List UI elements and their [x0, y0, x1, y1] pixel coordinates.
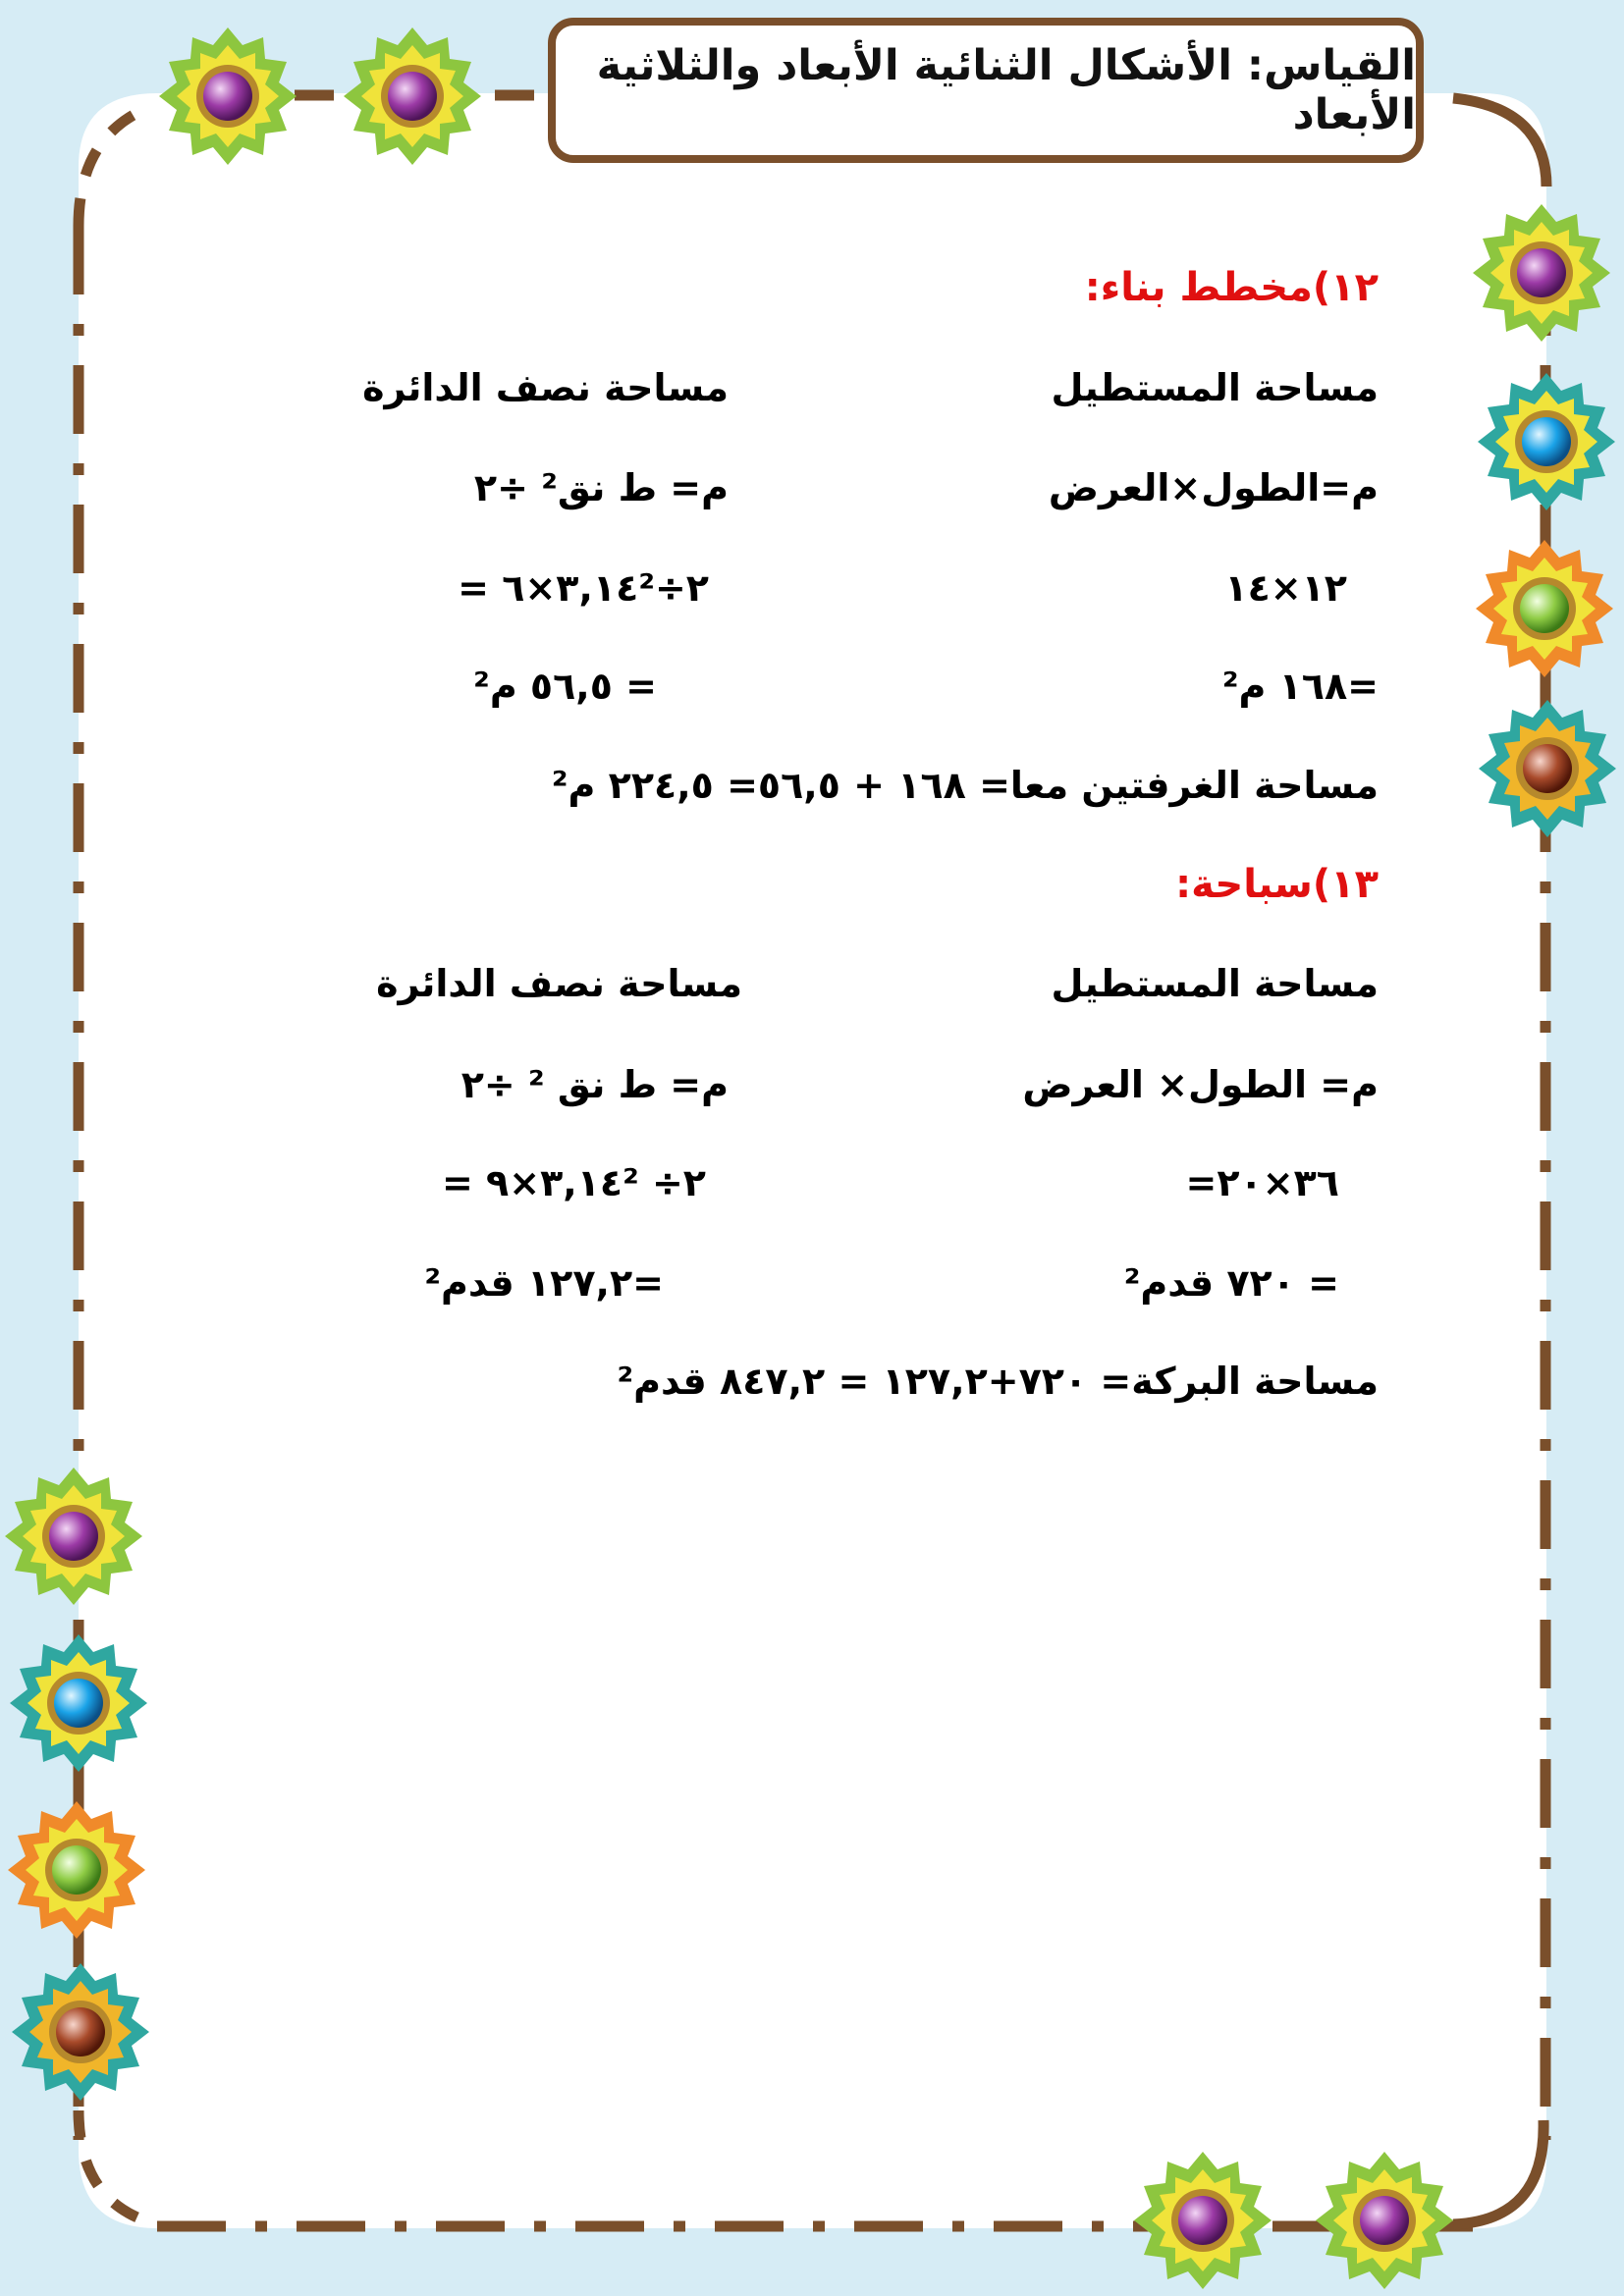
- title-box: [548, 18, 1424, 163]
- s12-rect-title: مساحة المستطيل: [1051, 366, 1379, 409]
- s13-rect-title: مساحة المستطيل: [1051, 962, 1379, 1005]
- s12-total: مساحة الغرفتين معا= ١٦٨ + ٥٦,٥= ٢٢٤,٥ م²: [551, 764, 1379, 807]
- s13-rect-result: = ٧٢٠ قدم²: [1123, 1261, 1339, 1305]
- s12-semi-title: مساحة نصف الدائرة: [362, 366, 729, 409]
- s13-semi-formula: م= ط نق ² ÷٢: [460, 1063, 729, 1106]
- s13-rect-sub: =٣٦×٢٠: [1185, 1161, 1339, 1204]
- page-title: القياس: الأشكال الثنائية الأبعاد والثلاثية الأبعاد: [596, 41, 1416, 139]
- s13-semi-sub: = ٣,١٤×٩² ÷٢: [441, 1161, 706, 1204]
- s13-total: مساحة البركة= ٧٢٠+١٢٧,٢ = ٨٤٧,٢ قدم²: [617, 1360, 1379, 1403]
- section-13-heading: ١٣)سباحة:: [1175, 862, 1379, 907]
- s13-semi-result: =١٢٧,٢ قدم²: [424, 1261, 664, 1305]
- s12-rect-result: =١٦٨ م²: [1221, 665, 1379, 708]
- s12-rect-formula: م=الطول×العرض: [1048, 466, 1379, 509]
- s12-semi-formula: م= ط نق² ÷٢: [473, 466, 729, 509]
- s12-semi-sub: = ٣,١٤×٦²÷٢: [458, 566, 709, 610]
- s12-semi-result: = ٥٦,٥ م²: [473, 665, 657, 708]
- section-12-heading: ١٢)مخطط بناء:: [1084, 265, 1379, 310]
- s13-rect-formula: م= الطول× العرض: [1022, 1063, 1379, 1106]
- s12-rect-sub: ١٢×١٤: [1224, 566, 1347, 610]
- s13-semi-title: مساحة نصف الدائرة: [376, 962, 742, 1005]
